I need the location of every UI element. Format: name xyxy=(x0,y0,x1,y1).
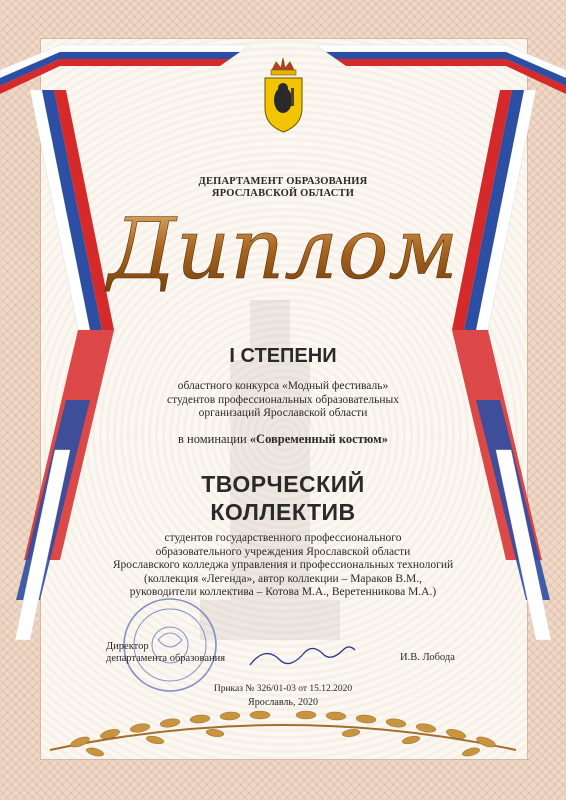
contest-description xyxy=(0,380,566,421)
winner xyxy=(0,470,566,526)
signatory-name: И.В. Лобода xyxy=(400,652,455,663)
contest-line-3: организаций Ярославской области xyxy=(198,407,368,419)
nomination-name: «Современный костюм» xyxy=(249,432,388,446)
winner-line-1: ТВОРЧЕСКИЙ xyxy=(201,471,365,497)
nomination xyxy=(0,432,566,447)
contest-line-1: областного конкурса «Модный фестиваль» xyxy=(177,380,389,392)
department-line-2: ЯРОСЛАВСКОЙ ОБЛАСТИ xyxy=(211,188,355,199)
signature-icon xyxy=(250,647,355,665)
description-line-4: (коллекция «Легенда», автор коллекции – Мараков В.М., xyxy=(144,572,422,585)
coat-of-arms-icon xyxy=(265,58,302,132)
department-line-1: ДЕПАРТАМЕНТ ОБРАЗОВАНИЯ xyxy=(198,176,368,187)
contest-line-2: студентов профессиональных образовательных xyxy=(166,393,399,406)
city-year: Ярославль, 2020 xyxy=(248,697,318,708)
nomination-prefix: в номинации xyxy=(178,432,247,446)
diploma-title-text: Диплом xyxy=(107,200,459,298)
signatory-title-line-1: Директор xyxy=(106,641,149,652)
diploma-title xyxy=(0,190,566,300)
flag-ribbon-top-right xyxy=(316,45,566,94)
degree: I СТЕПЕНИ xyxy=(229,345,337,367)
order-number: Приказ № 326/01-03 от 15.12.2020 xyxy=(213,684,353,694)
description-line-5: руководители коллектива – Котова М.А., Веретенникова М.А.) xyxy=(129,586,437,598)
description-line-3: Ярославского колледжа управления и профессиональных технологий xyxy=(112,559,454,571)
description-line-2: образовательного учреждения Ярославской области xyxy=(155,545,411,558)
flag-ribbon-top-left xyxy=(0,45,250,94)
winner-line-2: КОЛЛЕКТИВ xyxy=(210,499,356,525)
winner-description xyxy=(0,532,566,600)
description-line-1: студентов государственного профессионального xyxy=(164,532,402,544)
laurel-wreath-icon xyxy=(50,711,516,758)
signatory-title-line-2: департамента образования xyxy=(106,653,226,664)
signatory-title xyxy=(106,641,225,665)
